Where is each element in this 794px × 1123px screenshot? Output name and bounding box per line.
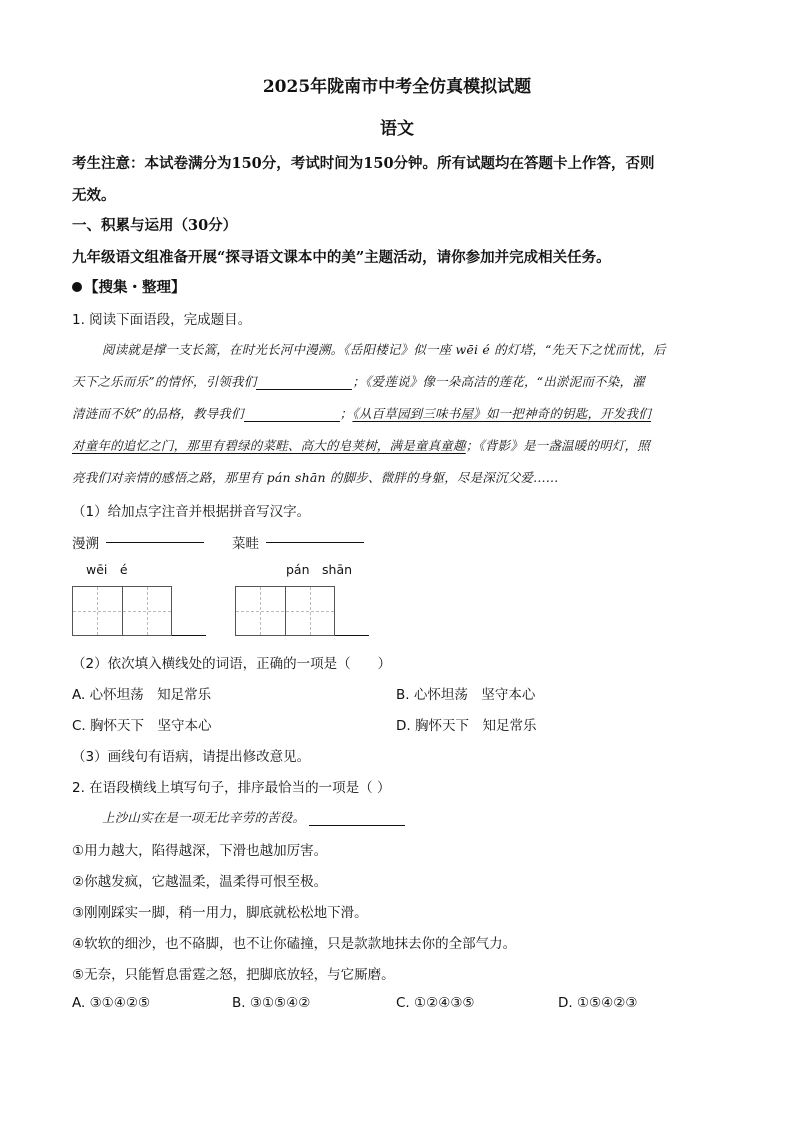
grid-cell[interactable] [122, 587, 171, 635]
underlined-sentence-cont: 对童年的追忆之门，那里有碧绿的菜畦、高大的皂荚树，满是童真童趣 [72, 438, 466, 453]
grid-cell[interactable] [285, 587, 334, 635]
section-heading: 一、积累与运用（30分） [72, 217, 238, 234]
q1-option-b[interactable]: B. 心怀坦荡 坚守本心 [396, 687, 536, 703]
q2-blank[interactable] [309, 811, 405, 826]
task-label: 【搜集・整理】 [84, 279, 186, 296]
q2-option-d[interactable]: D. ①⑤④②③ [558, 995, 638, 1011]
answer-line-2[interactable] [266, 542, 364, 543]
writing-grid-2[interactable] [235, 586, 335, 636]
notice-line-2: 无效。 [72, 187, 116, 204]
word-caiqi: 菜畦 [232, 536, 259, 552]
passage-line-5: 亮我们对亲情的感悟之路，那里有 pán shān 的脚步、微胖的身躯，尽是深沉父爱…… [72, 470, 559, 485]
q2-item-3: ③刚刚踩实一脚，稍一用力，脚底就松松地下滑。 [72, 905, 368, 921]
q1-option-a[interactable]: A. 心怀坦荡 知足常乐 [72, 687, 212, 703]
passage-text: ； [339, 406, 353, 421]
writing-grid-1[interactable] [72, 586, 172, 636]
blank-1[interactable] [256, 375, 352, 390]
grid-underline-2 [335, 635, 369, 636]
q2-stem: 2. 在语段横线上填写句子，排序最恰当的一项是（ ） [72, 780, 391, 796]
passage-text: ；《爱莲说》像一朵高洁的莲花，“出淤泥而不染，濯 [352, 374, 645, 389]
activity-intro: 九年级语文组准备开展“探寻语文课本中的美”主题活动，请你参加并完成相关任务。 [72, 249, 611, 266]
q2-option-a[interactable]: A. ③①④②⑤ [72, 995, 151, 1011]
word-manshuo: 漫溯 [72, 536, 99, 552]
passage-text: ；《背影》是一盏温暖的明灯，照 [465, 438, 650, 453]
q2-option-c[interactable]: C. ①②④③⑤ [396, 995, 475, 1011]
bullet-icon [72, 282, 82, 292]
passage-text: 天下之乐而乐”的情怀，引领我们 [72, 374, 257, 389]
grid-cell[interactable] [236, 587, 284, 635]
q1-option-d[interactable]: D. 胸怀天下 知足常乐 [396, 718, 537, 734]
pinyin-weie: wēi é [86, 562, 128, 577]
q1-sub1: （1）给加点字注音并根据拼音写汉字。 [72, 504, 311, 520]
blank-2[interactable] [244, 407, 340, 422]
q1-stem: 1. 阅读下面语段，完成题目。 [72, 312, 252, 328]
task-heading [72, 276, 186, 297]
q2-item-2: ②你越发疯，它越温柔，温柔得可恨至极。 [72, 874, 328, 890]
q1-option-c[interactable]: C. 胸怀天下 坚守本心 [72, 718, 212, 734]
answer-line-1[interactable] [106, 542, 204, 543]
q1-sub3: （3）画线句有语病，请提出修改意见。 [72, 749, 311, 765]
q2-item-1: ①用力越大，陷得越深，下滑也越加厉害。 [72, 843, 328, 859]
pinyin-panshan: pán shān [286, 562, 353, 577]
passage-line-4 [72, 436, 650, 454]
q2-lead-text: 上沙山实在是一项无比辛劳的苦役。 [102, 810, 306, 825]
exam-title: 2025年陇南市中考全仿真模拟试题 [262, 77, 532, 97]
q2-item-5: ⑤无奈，只能暂息雷霆之怒，把脚底放轻，与它厮磨。 [72, 967, 395, 983]
passage-line-3 [72, 404, 651, 422]
notice-line-1: 考生注意：本试卷满分为150分，考试时间为150分钟。所有试题均在答题卡上作答，否则 [72, 155, 655, 172]
q2-option-b[interactable]: B. ③①⑤④② [232, 995, 311, 1011]
passage-line-1: 阅读就是撑一支长篙，在时光长河中漫溯。《岳阳楼记》似一座 wēi é 的灯塔，“先天下之忧而忧，后 [102, 342, 666, 357]
passage-text: 清涟而不妖”的品格，教导我们 [72, 406, 244, 421]
grid-underline-1 [172, 635, 206, 636]
q2-lead [102, 808, 405, 826]
grid-cell[interactable] [73, 587, 121, 635]
underlined-sentence: 《从百草园到三味书屋》如一把神奇的钥匙，开发我们 [352, 406, 651, 421]
exam-subject: 语文 [380, 119, 414, 139]
q1-sub2: （2）依次填入横线处的词语，正确的一项是（ ） [72, 656, 392, 672]
passage-line-2 [72, 372, 645, 390]
q2-item-4: ④软软的细沙，也不硌脚，也不让你磕撞，只是款款地抹去你的全部气力。 [72, 936, 517, 952]
